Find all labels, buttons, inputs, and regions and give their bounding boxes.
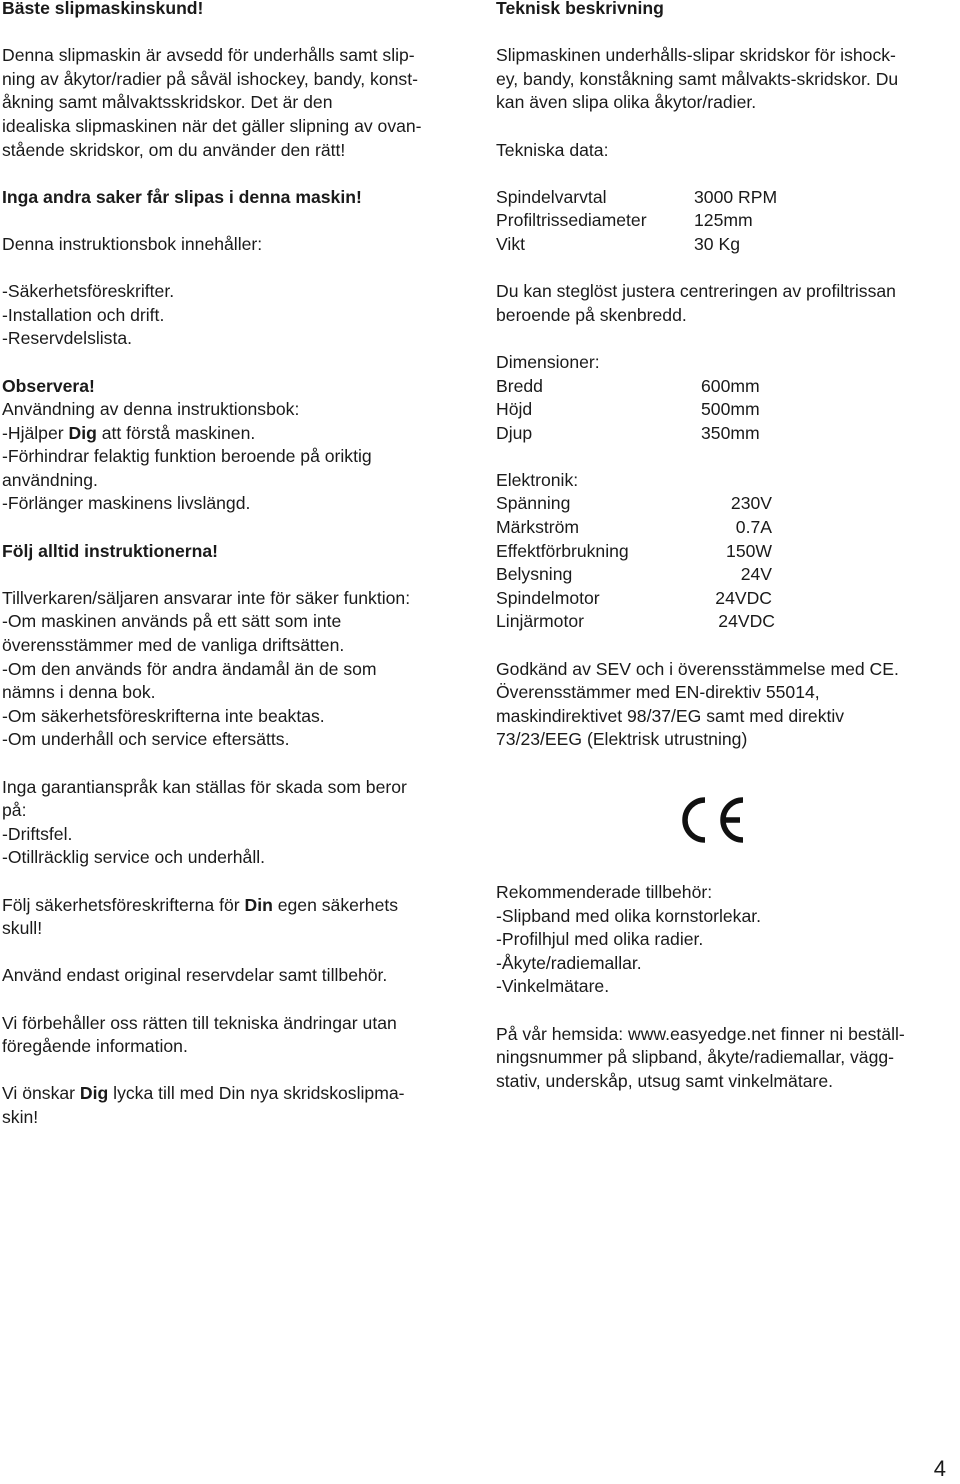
spec-row	[496, 375, 958, 399]
wish-text: Vi önskar	[2, 1083, 80, 1104]
welcome-heading: Bäste slipmaskinskund!	[2, 0, 204, 18]
spec-row	[496, 610, 958, 634]
contents-item: -Säkerhetsföreskrifter.	[2, 281, 175, 302]
spec-label: Linjärmotor	[496, 611, 585, 632]
usage-text: att förstå maskinen.	[96, 422, 256, 443]
tech-description	[496, 44, 958, 115]
accessories-list	[496, 905, 958, 999]
electronics-title: Elektronik:	[496, 469, 579, 490]
intro-line: stående skridskor, om du använder den rätt!	[2, 139, 346, 160]
reserve-paragraph	[2, 1012, 472, 1059]
spec-row	[496, 492, 958, 516]
contents-item: -Reservdelslista.	[2, 328, 133, 349]
intro-line: ning av åkytor/radier på såväl ishockey, bandy, konst-	[2, 68, 418, 89]
liability-item: -Om maskinen används på ett sätt som inte	[2, 611, 342, 632]
website-line: På vår hemsida: www.easyedge.net finner ni beställ-	[496, 1023, 905, 1044]
approval-line: maskindirektivet 98/37/EG samt med direktiv	[496, 705, 845, 726]
intro-line: åkning samt målvaktsskridskor. Det är den	[2, 92, 333, 113]
safety-emphasis: Din	[244, 894, 273, 915]
safety-text: egen säkerhets	[272, 894, 399, 915]
spec-value: 350mm	[701, 422, 760, 443]
page-number: 4	[933, 1456, 946, 1481]
liability-item: nämns i denna bok.	[2, 682, 156, 703]
usage-intro: Användning av denna instruktionsbok:	[2, 399, 300, 420]
spec-row	[496, 540, 958, 564]
tech-heading: Teknisk beskrivning	[496, 0, 664, 18]
approval-line: Överensstämmer med EN-direktiv 55014,	[496, 682, 820, 703]
intro-paragraph	[2, 44, 472, 162]
spec-value: 125mm	[694, 210, 753, 231]
approval-line: 73/23/EEG (Elektrisk utrustning)	[496, 729, 748, 750]
website-paragraph	[496, 1023, 958, 1094]
liability-list	[2, 610, 472, 752]
safety-text: Följ säkerhetsföreskrifterna för	[2, 894, 245, 915]
left-column	[2, 0, 472, 1130]
spec-row	[496, 209, 958, 233]
spec-row	[496, 587, 958, 611]
spec-label: Belysning	[496, 564, 573, 585]
liability-item: -Om underhåll och service eftersätts.	[2, 729, 290, 750]
warning-text: Inga andra saker får slipas i denna maskin!	[2, 186, 362, 207]
usage-item: -Förhindrar felaktig funktion beroende på oriktig	[2, 446, 372, 467]
spec-row	[496, 398, 958, 422]
spec-row	[496, 233, 958, 257]
spec-value: 3000 RPM	[694, 186, 778, 207]
usage-item: användning.	[2, 469, 98, 490]
spec-label: Bredd	[496, 375, 543, 396]
liability-item: -Om den används för andra ändamål än de som	[2, 658, 377, 679]
original-parts-note: Använd endast original reservdelar samt tillbehör.	[2, 965, 388, 986]
website-line: stativ, underskåp, utsug samt vinkelmätare.	[496, 1070, 834, 1091]
spec-label: Spindelvarvtal	[496, 186, 607, 207]
spec-label: Profiltrissediameter	[496, 210, 647, 231]
liability-item: överensstämmer med de vanliga driftsätten.	[2, 635, 345, 656]
wish-text: lycka till med Din nya skridskoslipma-	[108, 1083, 405, 1104]
intro-line: Denna slipmaskin är avsedd för underhålls samt slip-	[2, 45, 415, 66]
spec-label: Djup	[496, 422, 533, 443]
ce-mark-icon	[672, 794, 747, 846]
usage-emphasis: Dig	[68, 422, 97, 443]
spec-value: 600mm	[701, 375, 760, 396]
spec-value: 150W	[726, 540, 772, 561]
spec-label: Effektförbrukning	[496, 540, 629, 561]
description-line: kan även slipa olika åkytor/radier.	[496, 92, 757, 113]
contents-list	[2, 280, 472, 351]
spec-value: 24VDC	[718, 611, 775, 632]
intro-line: idealiska slipmaskinen när det gäller slipning av ovan-	[2, 115, 422, 136]
follow-instructions: Följ alltid instruktionerna!	[2, 540, 219, 561]
adjust-line: Du kan steglöst justera centreringen av profiltrissan	[496, 281, 896, 302]
usage-item: -Förlänger maskinens livslängd.	[2, 493, 251, 514]
wish-emphasis: Dig	[79, 1083, 109, 1104]
spec-value: 230V	[730, 493, 772, 514]
accessory-item: -Profilhjul med olika radier.	[496, 929, 704, 950]
guarantee-line: på:	[2, 800, 27, 821]
spec-row	[496, 422, 958, 446]
reserve-line: Vi förbehåller oss rätten till tekniska ändringar utan	[2, 1012, 397, 1033]
spec-value: 30 Kg	[694, 233, 740, 254]
accessory-item: -Vinkelmätare.	[496, 976, 610, 997]
contents-intro: Denna instruktionsbok innehåller:	[2, 233, 263, 254]
spec-label: Vikt	[496, 233, 526, 254]
wish-text: skin!	[2, 1106, 39, 1127]
spec-value: 0.7A	[735, 517, 772, 538]
wish-paragraph	[2, 1082, 472, 1129]
spec-row	[496, 516, 958, 540]
spec-value: 24VDC	[715, 587, 772, 608]
spec-value: 500mm	[701, 399, 760, 420]
accessory-item: -Åkyte/radiemallar.	[496, 952, 642, 973]
description-line: ey, bandy, konståkning samt målvakts-skridskor. Du	[496, 68, 899, 89]
safety-paragraph	[2, 894, 472, 941]
tech-data-title: Tekniska data:	[496, 139, 609, 160]
safety-text: skull!	[2, 918, 43, 939]
guarantee-line: Inga garantianspråk kan ställas för skada som beror	[2, 776, 407, 797]
adjust-line: beroende på skenbredd.	[496, 304, 687, 325]
spec-label: Märkström	[496, 517, 580, 538]
spec-value: 24V	[740, 564, 772, 585]
dimensions-title: Dimensioner:	[496, 351, 600, 372]
spec-label: Spänning	[496, 493, 571, 514]
observe-heading: Observera!	[2, 375, 95, 396]
tech-data-table	[496, 186, 958, 257]
accessory-item: -Slipband med olika kornstorlekar.	[496, 905, 762, 926]
spec-row	[496, 186, 958, 210]
website-line: ningsnummer på slipband, åkyte/radiemallar, vägg-	[496, 1047, 895, 1068]
approval-paragraph	[496, 658, 958, 752]
spec-label: Spindelmotor	[496, 587, 600, 608]
accessories-title: Rekommenderade tillbehör:	[496, 882, 713, 902]
adjust-paragraph	[496, 280, 958, 327]
guarantee-line: -Otillräcklig service och underhåll.	[2, 847, 266, 868]
guarantee-line: -Driftsfel.	[2, 823, 73, 844]
liability-intro: Tillverkaren/säljaren ansvarar inte för säker funktion:	[2, 587, 411, 608]
right-column	[496, 0, 958, 1093]
spec-label: Höjd	[496, 399, 533, 420]
spec-row	[496, 563, 958, 587]
usage-item	[2, 422, 472, 446]
description-line: Slipmaskinen underhålls-slipar skridskor för ishock-	[496, 45, 896, 66]
contents-item: -Installation och drift.	[2, 304, 165, 325]
dimensions-table	[496, 375, 958, 446]
approval-line: Godkänd av SEV och i överensstämmelse med CE.	[496, 658, 899, 679]
reserve-line: föregående information.	[2, 1036, 188, 1057]
usage-text: -Hjälper	[2, 422, 69, 443]
electronics-table	[496, 492, 958, 634]
liability-item: -Om säkerhetsföreskrifterna inte beaktas.	[2, 705, 325, 726]
guarantee-paragraph	[2, 776, 472, 870]
